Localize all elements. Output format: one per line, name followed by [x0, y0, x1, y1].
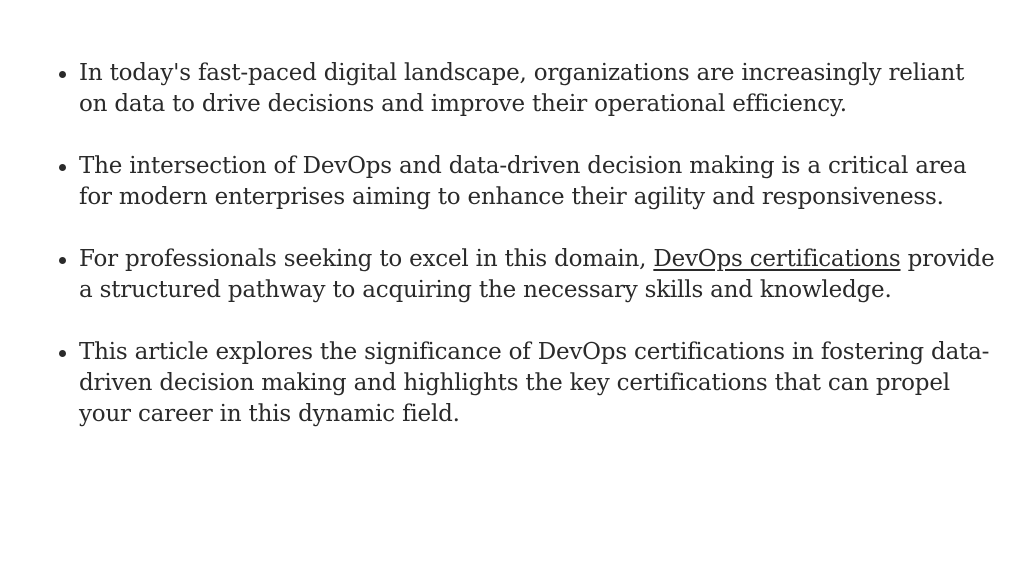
bullet-dot-icon	[59, 71, 66, 78]
bullet-dot-icon	[59, 164, 66, 171]
bullet-text-suffix: provide a structured pathway to acquiring the necessary skills and knowledge.	[79, 246, 995, 303]
bullet-item	[56, 244, 996, 306]
bullet-text: The intersection of DevOps and data-driven decision making is a critical area for modern enterprises aiming to enhance their agility and responsiveness.	[79, 153, 967, 210]
bullet-dot-icon	[59, 350, 66, 357]
bullet-dot-icon	[59, 257, 66, 264]
bullet-item	[56, 337, 996, 430]
bullet-text: In today's fast-paced digital landscape, organizations are increasingly reliant on data to drive decisions and improve their operational efficiency.	[79, 60, 965, 117]
bullet-list	[56, 58, 996, 430]
devops-certifications-link[interactable]: DevOps certifications	[653, 246, 901, 272]
bullet-item	[56, 58, 996, 120]
bullet-item	[56, 151, 996, 213]
bullet-text-prefix: For professionals seeking to excel in this domain,	[79, 246, 654, 272]
bullet-text: This article explores the significance of DevOps certifications in fostering data-driven decision making and highlights the key certifications that can propel your career in this dynamic field.	[79, 339, 990, 427]
